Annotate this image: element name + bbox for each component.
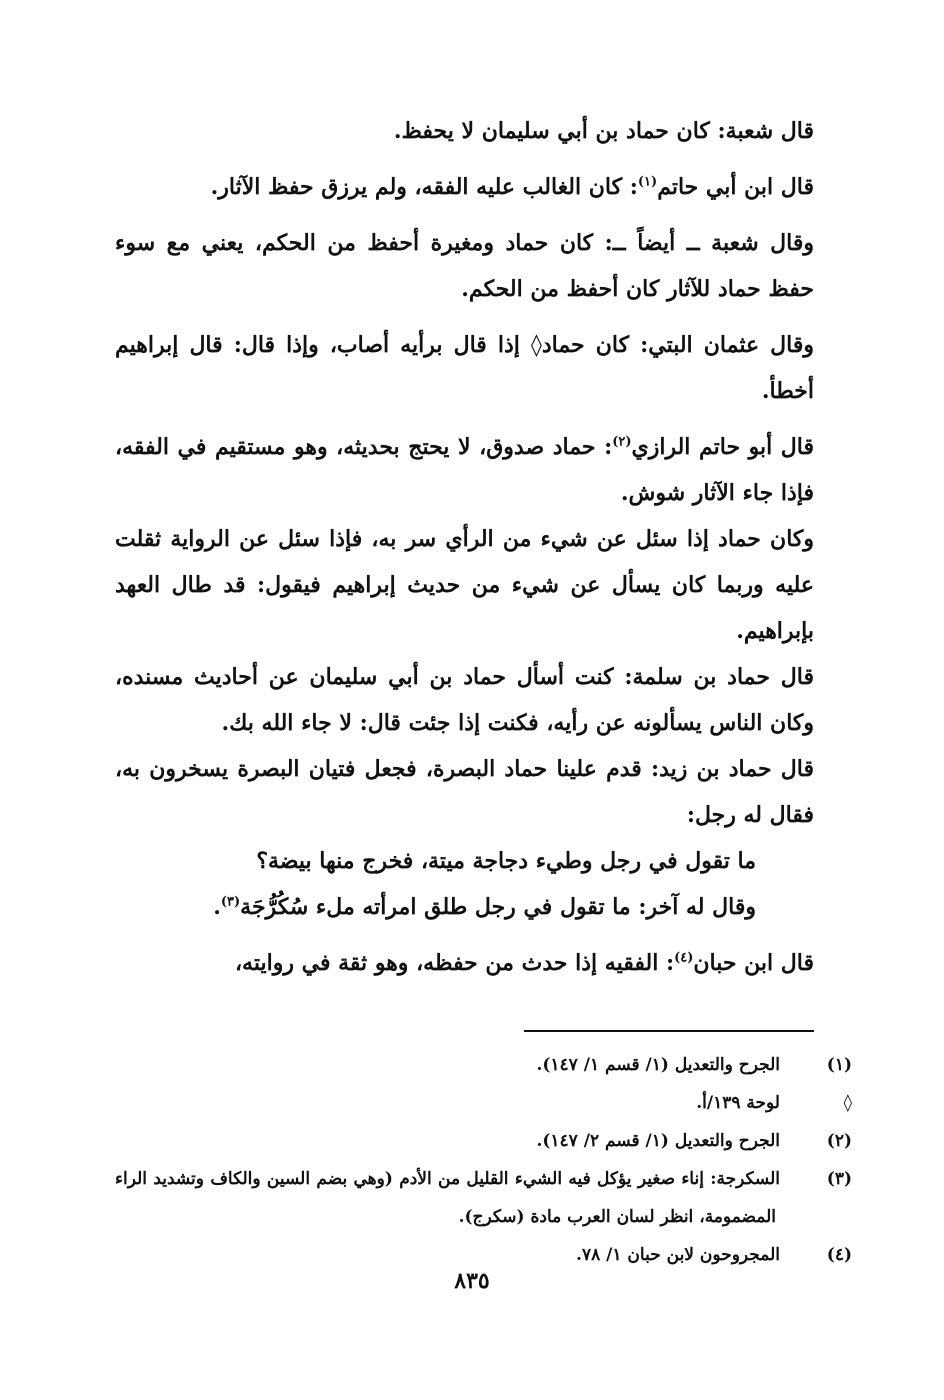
- paragraph-2: قال ابن أبي حاتم$^{(١)}$: كان الغالب عليه الفقه، ولم يرزق حفظ الآثار.: [210, 174, 814, 200]
- main-text: [115, 108, 814, 986]
- footnote-ref-4: (٤): [674, 950, 694, 966]
- quote-1: ما تقول في رجل وطيء دجاجة ميتة، فخرج منها بيضة؟: [256, 848, 756, 874]
- paragraph-5: قال أبو حاتم الرازي$^{(٢)}$: حماد صدوق، لا يحتج بحديثه، وهو مستقيم في الفقه، فإذا جاء الآثار شوش.: [115, 434, 814, 506]
- footnote-4: (٤)المجروحون لابن حبان ١/ ٧٨.: [576, 1245, 852, 1265]
- paragraph-8: قال حماد بن زيد: قدم علينا حماد البصرة، فجعل فتيان البصرة يسخرون به، فقال له رجل:: [115, 756, 814, 828]
- footnotes: [115, 1046, 852, 1274]
- footnote-3: (٣)السكرجة: إناء صغير يؤكل فيه الشيء القليل من الأدم (وهي بضم السين والكاف وتشديد الراء المضمومة، انظر لسان العرب مادة (سكرج).: [115, 1169, 852, 1227]
- page-number: ٨٣٥: [454, 1268, 490, 1294]
- paragraph-6: وكان حماد إذا سئل عن شيء من الرأي سر به، فإذا سئل عن الرواية ثقلت عليه وربما كان يسأل عن شيء من حديث إبراهيم فيقول: قد طال العهد بإبراهيم.: [115, 526, 814, 644]
- paragraph-1: قال شعبة: كان حماد بن أبي سليمان لا يحفظ.: [393, 118, 814, 144]
- footnote-ref-1: (١): [637, 174, 658, 190]
- footnote-folio: ◊لوحة ١٣٩/أ.: [696, 1093, 852, 1113]
- paragraph-9: قال ابن حبان$^{(٤)}$: الفقيه إذا حدث من حفظه، وهو ثقة في روايته،: [234, 950, 814, 976]
- footnote-ref-3: (٣): [220, 894, 241, 910]
- footnote-2: (٢)الجرح والتعديل (١/ قسم ٢/ ١٤٧).: [536, 1131, 852, 1151]
- quote-2: وقال له آخر: ما تقول في رجل طلق امرأته ملء سُكُرُّجَة$^{(٣)}$.: [213, 894, 756, 920]
- footnote-ref-2: (٢): [612, 434, 632, 450]
- footnote-1: (١)الجرح والتعديل (١/ قسم ١/ ١٤٧).: [536, 1055, 852, 1075]
- paragraph-4: وقال عثمان البتي: كان حماد◊ إذا قال برأيه أصاب، وإذا قال: قال إبراهيم أخطأ.: [115, 332, 814, 404]
- footnote-divider: [524, 1030, 814, 1032]
- paragraph-7: قال حماد بن سلمة: كنت أسأل حماد بن أبي سليمان عن أحاديث مسنده، وكان الناس يسألونه عن رأيه، فكنت إذا جئت قال: لا جاء الله بك.: [115, 664, 814, 736]
- paragraph-3: وقال شعبة ــ أيضاً ــ: كان حماد ومغيرة أحفظ من الحكم، يعني مع سوء حفظ حماد للآثار كان أحفظ من الحكم.: [115, 230, 814, 302]
